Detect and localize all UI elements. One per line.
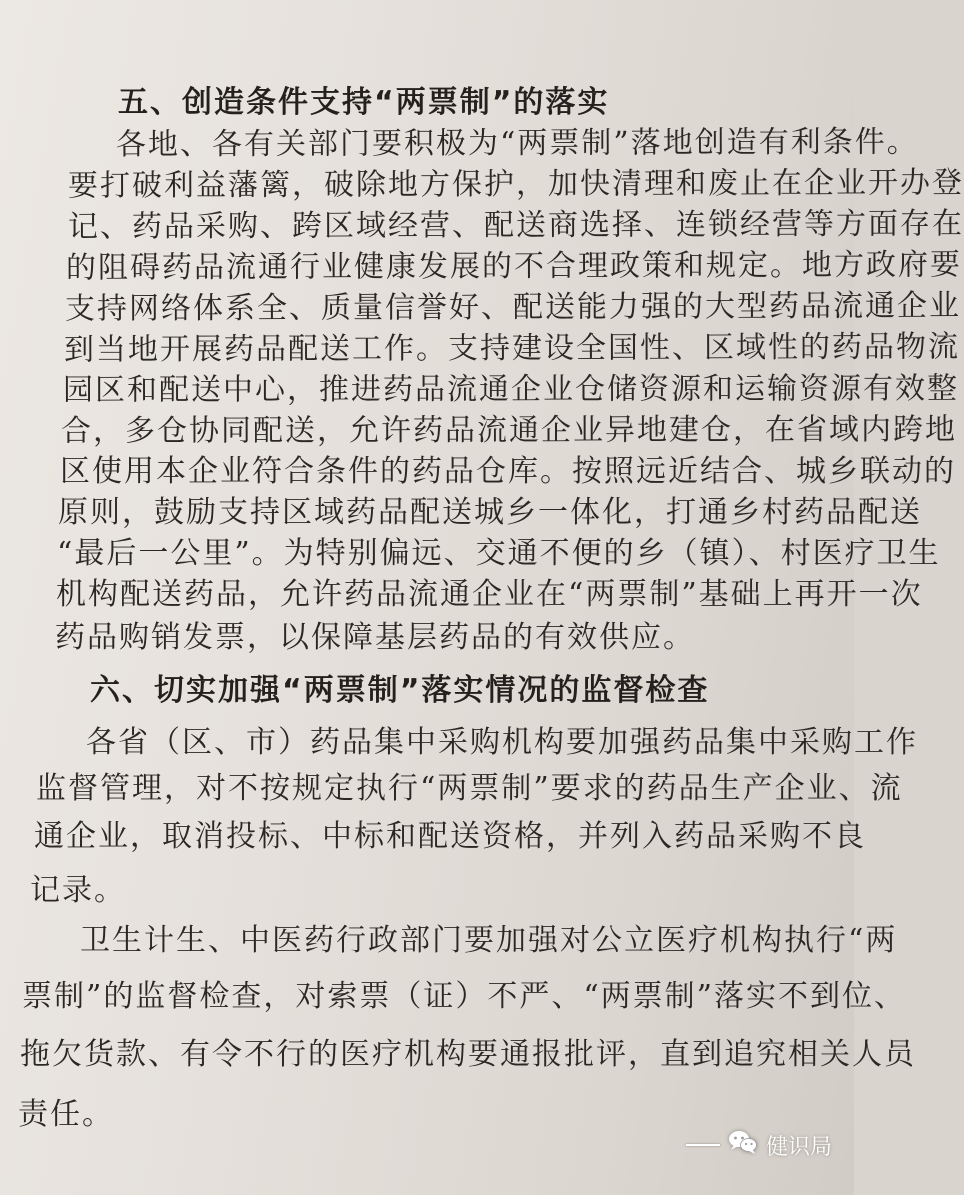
section-6-heading: 六、切实加强“两票制”落实情况的监督检查: [90, 673, 710, 708]
section-5-line: 记、药品采购、跨区域经营、配送商选择、连锁经营等方面存在: [67, 206, 964, 245]
section-6-paragraph-2-line: 票制”的监督检查，对索票（证）不严、“两票制”落实不到位、: [22, 979, 907, 1014]
section-5-line: 支持网络体系全、质量信誉好、配送能力强的大型药品流通企业: [64, 288, 962, 327]
section-5-line: 机构配送药品，允许药品流通企业在“两票制”基础上再开一次: [56, 577, 923, 612]
section-5-line: 要打破利益藩篱，破除地方保护，加快清理和废止在企业开办登: [67, 165, 964, 204]
section-5-line: 药品购销发票，以保障基层药品的有效供应。: [55, 620, 695, 655]
section-6-paragraph-1-line: 监督管理，对不按规定执行“两票制”要求的药品生产企业、流: [36, 771, 903, 806]
watermark-dash: [686, 1144, 720, 1146]
section-5-line: 到当地开展药品配送工作。支持建设全国性、区域性的药品物流: [63, 329, 961, 368]
section-5-line: 合，多仓协同配送，允许药品流通企业异地建仓，在省域内跨地: [60, 412, 958, 449]
section-6-paragraph-2-line: 卫生计生、中医药行政部门要加强对公立医疗机构执行“两: [80, 923, 898, 958]
section-6-paragraph-2-line: 拖欠货款、有令不行的医疗机构要通报批评，直到追究相关人员: [20, 1037, 916, 1072]
section-5-line: 区使用本企业符合条件的药品仓库。按照远近结合、城乡联动的: [60, 454, 956, 489]
section-6-paragraph-1-line: 各省（区、市）药品集中采购机构要加强药品集中采购工作: [86, 725, 918, 760]
wechat-icon: [728, 1129, 758, 1161]
section-5-line: 各地、各有关部门要积极为“两票制”落地创造有利条件。: [115, 124, 919, 163]
section-5-line: 园区和配送中心，推进药品流通企业仓储资源和运输资源有效整: [62, 371, 960, 408]
watermark: [686, 1129, 832, 1161]
section-5-line: “最后一公里”。为特别偏远、交通不便的乡（镇）、村医疗卫生: [57, 536, 941, 571]
section-5-line: 的阻碍药品流通行业健康发展的不合理政策和规定。地方政府要: [65, 247, 963, 286]
section-6-paragraph-1-line: 记录。: [30, 873, 126, 908]
section-6-paragraph-2-line: 责任。: [18, 1097, 114, 1132]
section-5-line: 原则，鼓励支持区域药品配送城乡一体化，打通乡村药品配送: [58, 495, 922, 530]
section-5-heading: 五、创造条件支持“两票制”的落实: [118, 85, 610, 120]
watermark-text: 健识局: [765, 1134, 832, 1160]
section-6-paragraph-1-line: 通企业，取消投标、中标和配送资格，并列入药品采购不良: [34, 819, 866, 854]
